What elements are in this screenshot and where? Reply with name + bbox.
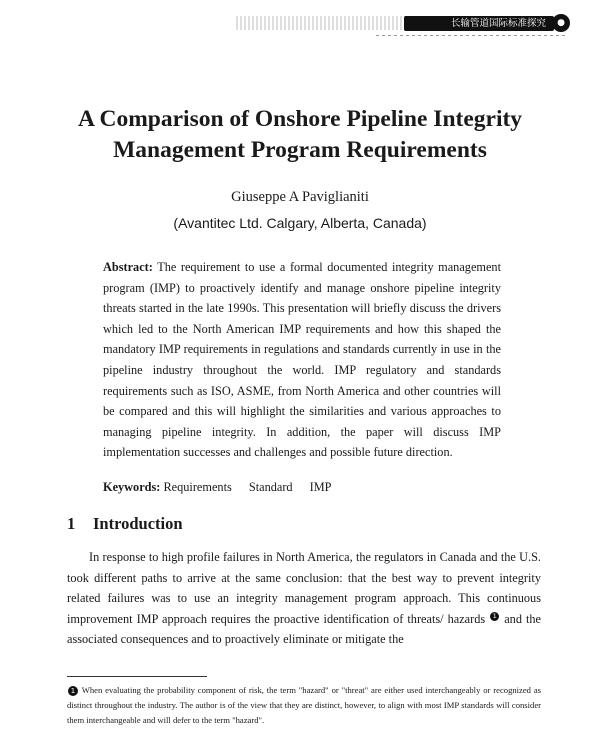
- author-name: Giuseppe A Paviglianiti: [231, 189, 369, 205]
- running-head-text: 长输管道国际标准探究: [450, 18, 546, 29]
- section-number: 1: [67, 514, 76, 533]
- abstract: [103, 257, 501, 463]
- keyword: IMP: [309, 480, 332, 494]
- running-header: [236, 14, 566, 32]
- paper-title: A Comparison of Onshore Pipeline Integrity Management Program Requirements: [77, 106, 523, 163]
- abstract-label: Abstract:: [103, 260, 153, 274]
- abstract-text: The requirement to use a formal documented integrity management program (IMP) to proactively identify and manage onshore pipeline integrity threats started in the late 1990s. This presentation will briefly discuss the drivers which led to the North American IMP requirements and how this shaped the mandatory IMP requirements in regulations and standards currently in use in the pipeline industry throughout the world. IMP regulatory and standards requirements such as ISO, ASME, from North America and other countries will be compared and this will highlight the similarities and various approaches to managing pipeline integrity. In addition, the paper will discuss IMP implementation successes and challenges and possible future direction.: [103, 260, 501, 460]
- author-affiliation: (Avantitec Ltd. Calgary, Alberta, Canada): [173, 215, 427, 231]
- keywords: [103, 478, 501, 496]
- keywords-label: Keywords:: [103, 480, 161, 494]
- body-text-part2: and the associated consequences and to proactively eliminate or mitigate the: [67, 611, 542, 647]
- section-title: Introduction: [93, 514, 183, 533]
- footnote-text: When evaluating the probability component of risk, the term "hazard" or "threat" are either used interchangeably or recognized as distinct throughout the industry. The author is of the view that they are distinct, however, to align with most IMP standards will consider them interchangeable and will defer to the term "hazard".: [67, 685, 542, 725]
- keyword: Requirements: [163, 480, 232, 494]
- footnote: [67, 683, 541, 728]
- footnote-ref-icon[interactable]: 1: [490, 612, 499, 621]
- footnote-marker-icon: 1: [68, 686, 78, 696]
- section-heading: [67, 514, 183, 534]
- keyword: Standard: [248, 480, 293, 494]
- footnote-divider: [67, 676, 207, 677]
- body-text-part1: In response to high profile failures in North America, the regulators in Canada and the U.S. took different paths to arrive at the same conclusion: that the best way to prevent integrity related failures was to use an integrity management program approach. This continuous improvement IMP approach requires the proactive identification of threats/ hazards: [67, 550, 541, 626]
- header-dotted-rule: [376, 35, 566, 36]
- body-paragraph: [67, 547, 541, 650]
- header-disc-icon: ●: [552, 14, 570, 32]
